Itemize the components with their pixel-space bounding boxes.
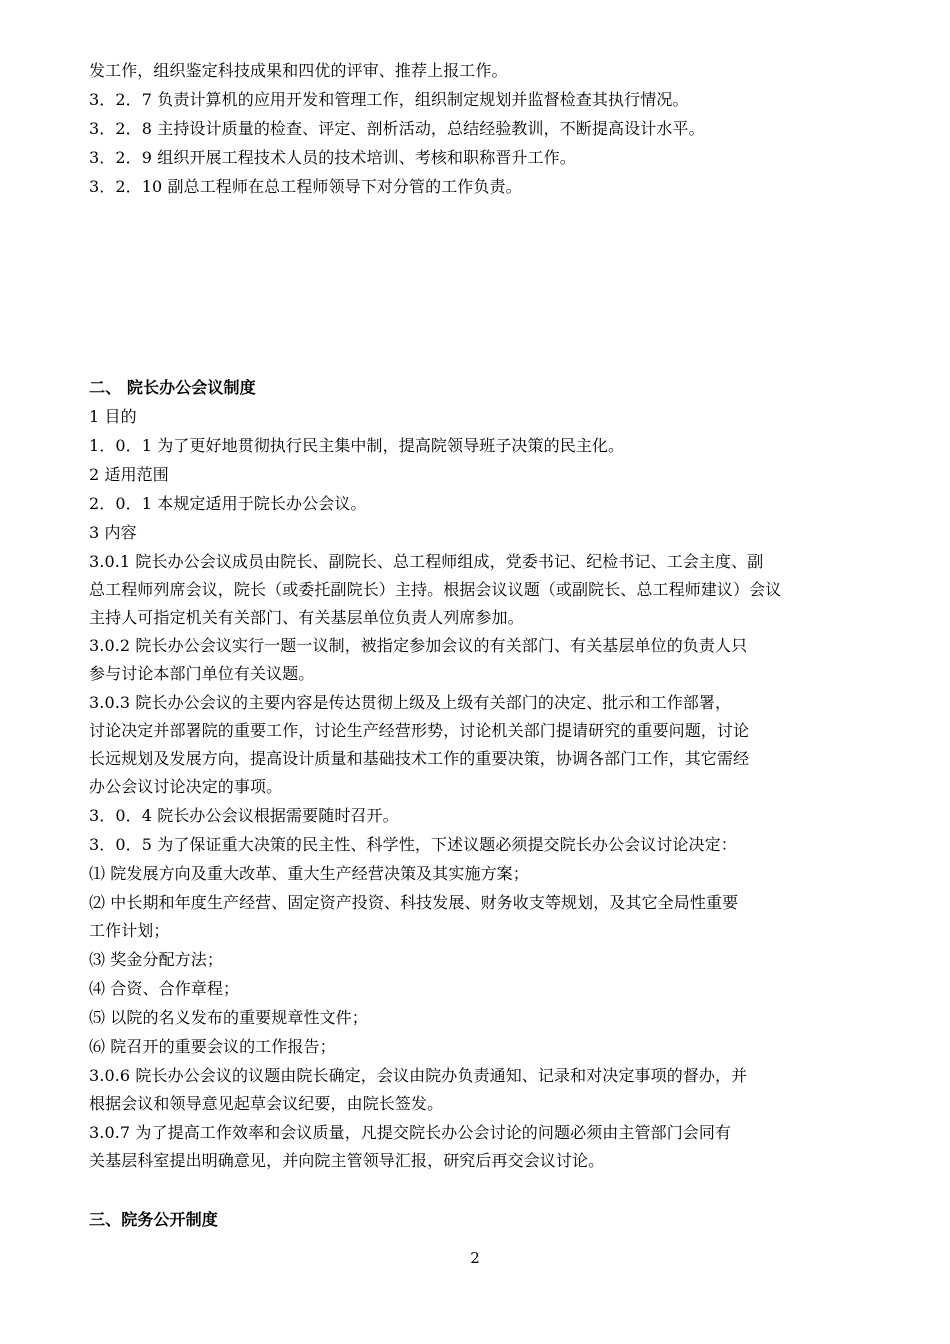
text-line: 长远规划及发展方向，提高设计质量和基础技术工作的重要决策，协调各部门工作，其它需经: [89, 749, 750, 768]
text-line: 3 内容: [89, 523, 137, 542]
text-line: 参与讨论本部门单位有关议题。: [89, 664, 315, 683]
text-line: 3.0.7 为了提高工作效率和会议质量，凡提交院长办公会讨论的问题必须由主管部门会同有: [89, 1123, 732, 1142]
text-line: 办公会议讨论决定的事项。: [89, 777, 283, 796]
text-line: 3．2．8 主持设计质量的检查、评定、剖析活动，总结经验教训，不断提高设计水平。: [89, 119, 705, 138]
page-number: 2: [470, 1249, 480, 1267]
text-line: 3．2．7 负责计算机的应用开发和管理工作，组织制定规划并监督检查其执行情况。: [89, 90, 689, 109]
text-line: 工作计划；: [89, 921, 170, 940]
text-line: 3.0.1 院长办公会议成员由院长、副院长、总工程师组成，党委书记、纪检书记、工会主度、副: [89, 552, 764, 571]
text-line: ⑹ 院召开的重要会议的工作报告；: [89, 1037, 336, 1056]
text-line: ⑴ 院发展方向及重大改革、重大生产经营决策及其实施方案；: [89, 864, 529, 883]
text-line: ⑶ 奖金分配方法；: [89, 950, 223, 969]
text-line: ⑸ 以院的名义发布的重要规章性文件；: [89, 1008, 368, 1027]
text-line: 总工程师列席会议，院长（或委托副院长）主持。根据会议议题（或副院长、总工程师建议）会议: [89, 580, 782, 599]
text-line: 主持人可指定机关有关部门、有关基层单位负责人列席参加。: [89, 608, 524, 627]
text-line: 发工作，组织鉴定科技成果和四优的评审、推荐上报工作。: [89, 61, 508, 80]
text-line: 2．0．1 本规定适用于院长办公会议。: [89, 494, 367, 513]
text-line: 1 目的: [89, 407, 137, 426]
text-line: 根据会议和领导意见起草会议纪要，由院长签发。: [89, 1094, 444, 1113]
text-line: 3.0.6 院长办公会议的议题由院长确定，会议由院办负责通知、记录和对决定事项的督办，并: [89, 1066, 748, 1085]
text-line: 2 适用范围: [89, 465, 169, 484]
text-line: 1．0．1 为了更好地贯彻执行民主集中制，提高院领导班子决策的民主化。: [89, 436, 625, 455]
text-line: 3．2．10 副总工程师在总工程师领导下对分管的工作负责。: [89, 177, 522, 196]
text-line: 讨论决定并部署院的重要工作，讨论生产经营形势，讨论机关部门提请研究的重要问题，讨论: [89, 721, 750, 740]
text-line: ⑵ 中长期和年度生产经营、固定资产投资、科技发展、财务收支等规划，及其它全局性重要: [89, 893, 739, 912]
text-line: 3.0.3 院长办公会议的主要内容是传达贯彻上级及上级有关部门的决定、批示和工作部署，: [89, 693, 732, 712]
text-line: 3．0．5 为了保证重大决策的民主性、科学性，下述议题必须提交院长办公会议讨论决定：: [89, 835, 737, 854]
text-line: 3.0.2 院长办公会议实行一题一议制，被指定参加会议的有关部门、有关基层单位的负责人只: [89, 636, 748, 655]
text-line: ⑷ 合资、合作章程；: [89, 979, 240, 998]
section-heading: 二、 院长办公会议制度: [89, 378, 256, 397]
text-line: 3．2．9 组织开展工程技术人员的技术培训、考核和职称晋升工作。: [89, 148, 576, 167]
section-heading: 三、院务公开制度: [89, 1210, 218, 1229]
text-line: 关基层科室提出明确意见，并向院主管领导汇报，研究后再交会议讨论。: [89, 1151, 605, 1170]
text-line: 3．0．4 院长办公会议根据需要随时召开。: [89, 806, 399, 825]
